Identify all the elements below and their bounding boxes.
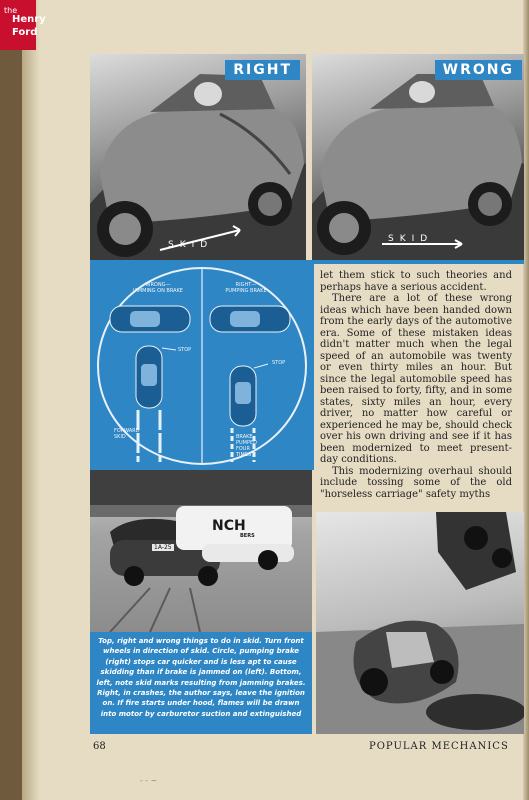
body-paragraph: let them stick to such theories and perhaps have a serious accident. bbox=[320, 270, 512, 293]
photo-wrong-skid bbox=[312, 54, 524, 260]
stray-mark: - - ~ bbox=[140, 776, 158, 785]
photo-crash bbox=[316, 512, 524, 734]
stop-label-left: STOP bbox=[178, 347, 192, 353]
skid-overlay-right: SKID bbox=[168, 240, 214, 250]
forward-skid-label: FORWARD SKID bbox=[114, 428, 140, 440]
photo-right-skid bbox=[90, 54, 306, 260]
right-pumping-label: RIGHT— PUMPING BRAKE bbox=[225, 282, 267, 294]
wrong-jamming-label: WRONG— JAMMING ON BRAKE bbox=[133, 282, 183, 294]
logo-line-2: Henry bbox=[12, 14, 46, 25]
page-binding bbox=[22, 0, 40, 800]
stop-label-right: STOP bbox=[272, 360, 286, 366]
license-plate: 1A-25 bbox=[154, 544, 172, 551]
sign-subtext: BERS bbox=[240, 533, 255, 539]
sign-text: NCH bbox=[212, 518, 246, 534]
right-label: RIGHT bbox=[225, 60, 300, 80]
logo-line-3: Ford bbox=[12, 27, 38, 38]
body-paragraph: There are a lot of these wrong ideas which have been handed down from the early days of the automotive era. Some of these mistaken ideas didn't matter much when the legal speed of an automobile was twenty or even thirty miles an hour. But since the legal automobile speed has been raised to forty, fifty, and in some states, sixty miles an hour, every driver, no matter how careful or experienced he may be, should check over his own driving and see if it has been modernized to meet present-day conditions. bbox=[320, 293, 512, 465]
body-paragraph: This modernizing overhaul should include tossing some of the old "horseless carriage" safety myths bbox=[320, 465, 512, 500]
henry-ford-logo bbox=[0, 0, 46, 50]
brake-diagram bbox=[90, 262, 314, 470]
article-body bbox=[320, 270, 512, 500]
skid-overlay-wrong: SKID bbox=[388, 234, 434, 244]
logo-line-1: the bbox=[4, 6, 18, 15]
photo-skid-marks bbox=[90, 470, 312, 632]
brake-pumped-label: BRAKE PUMPED FOUR TIMES bbox=[236, 434, 258, 458]
wrong-label: WRONG bbox=[435, 60, 522, 80]
caption-text: Top, right and wrong things to do in skid. Turn front wheels in direction of skid. Circle, pumping brake (right) stops car quicker and is less apt to cause skidding than if brake is jammed on (left). Bottom, left, note skid marks resulting from jamming brakes. Right, in crashes, the author says, leave the ignition on. If fire starts under hood, flames will be drawn into motor by carburetor suction and extinguished bbox=[96, 637, 306, 718]
photo-caption bbox=[90, 632, 312, 734]
magazine-title: POPULAR MECHANICS bbox=[369, 741, 509, 752]
page-number: 68 bbox=[93, 741, 106, 752]
